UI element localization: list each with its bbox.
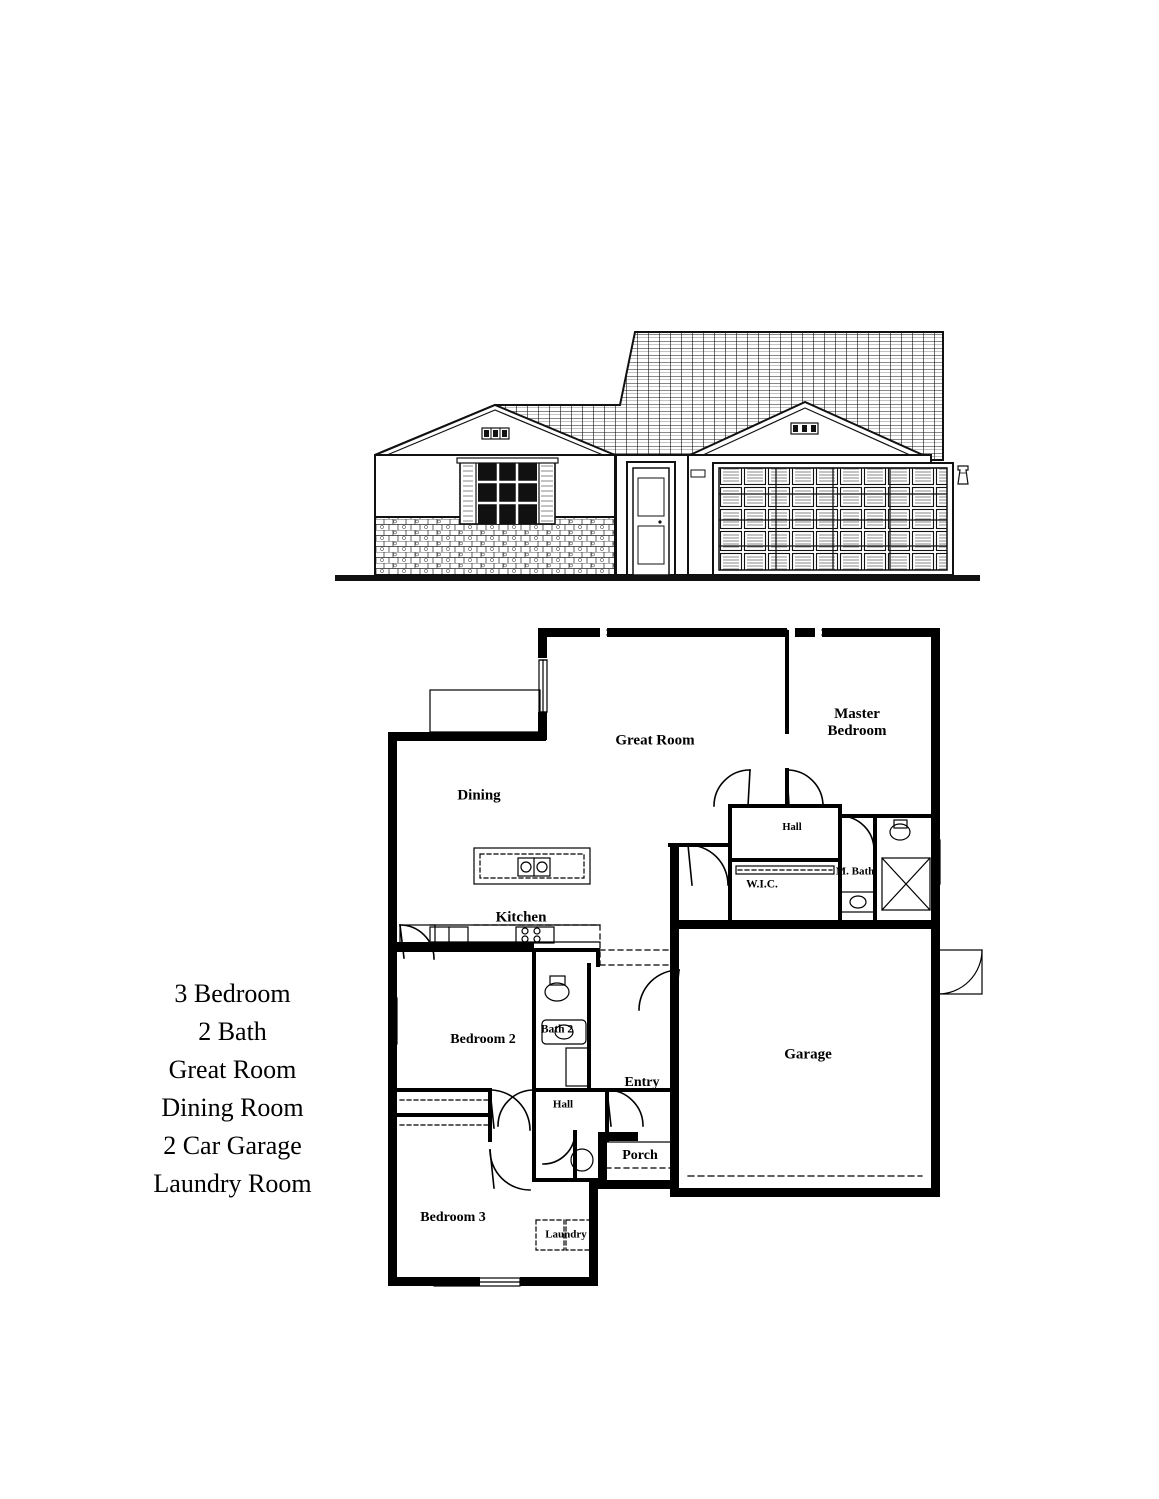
floor-plan-linework xyxy=(370,620,1010,1310)
room-label-bedroom-3: Bedroom 3 xyxy=(420,1209,486,1225)
feature-item: Great Room xyxy=(168,1055,297,1084)
room-label-garage: Garage xyxy=(784,1046,832,1063)
feature-item: 2 Bath xyxy=(198,1017,267,1046)
room-label-dining: Dining xyxy=(457,787,501,804)
room-label-porch: Porch xyxy=(622,1147,658,1163)
room-label-walk-in-closet: W.I.C. xyxy=(746,878,778,891)
front-elevation xyxy=(335,310,980,585)
feature-item: 2 Car Garage xyxy=(163,1131,302,1160)
room-label-entry: Entry xyxy=(624,1074,660,1090)
feature-item: 3 Bedroom xyxy=(174,979,291,1008)
feature-item: Laundry Room xyxy=(153,1169,312,1198)
room-label-great-room: Great Room xyxy=(615,732,695,749)
room-label-bedroom-2: Bedroom 2 xyxy=(450,1031,516,1047)
main-floor-plan xyxy=(370,620,1010,1310)
room-label-hall-master: Hall xyxy=(782,821,802,833)
room-label-kitchen: Kitchen xyxy=(495,909,547,926)
feature-item: Dining Room xyxy=(161,1093,304,1122)
room-label-master-bedroom: Master Bedroom xyxy=(827,705,887,739)
plan-feature-list xyxy=(120,975,345,1203)
room-label-master-bath: M. Bath xyxy=(835,865,875,878)
room-label-laundry: Laundry xyxy=(545,1228,587,1241)
room-label-hall-bedrooms: Hall xyxy=(552,1098,574,1111)
room-label-bath-2: Bath 2 xyxy=(540,1023,574,1036)
